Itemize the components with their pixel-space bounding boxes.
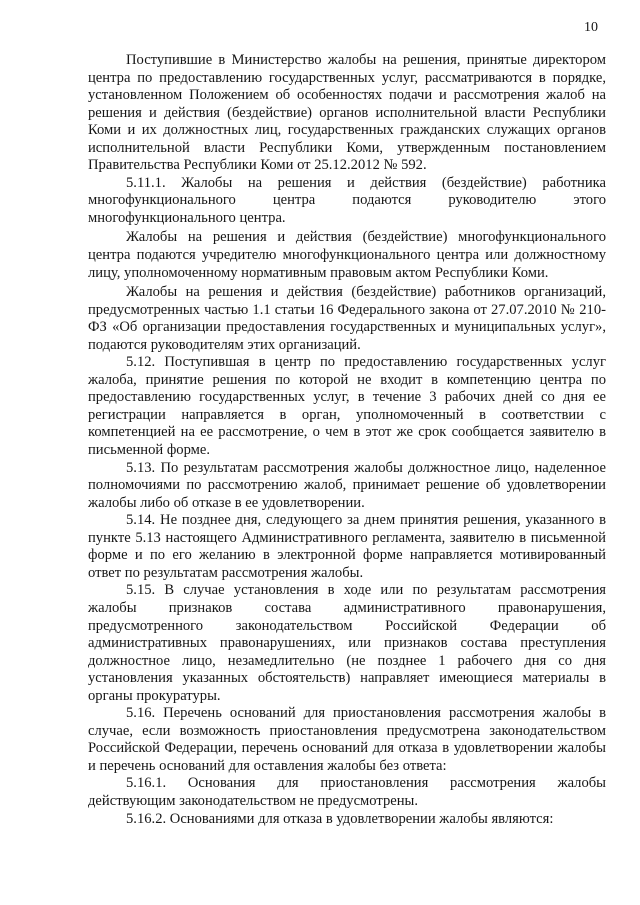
- paragraph-organizations-complaints: Жалобы на решения и действия (бездействие) работников организаций, предусмотренных частью 1.1 статьи 16 Федерального закона от 27.07.2010 № 210-ФЗ «Об организации предоставления государственных и муниципальных услуг», подаются руководителям этих организаций.: [88, 284, 606, 353]
- paragraph-mfc-complaints: Жалобы на решения и действия (бездействие) многофункционального центра подаются учредителю многофункционального центра или должностному лицу, уполномоченному нормативным правовым актом Республики Коми.: [88, 229, 606, 281]
- paragraph-complaints-ministry: Поступившие в Министерство жалобы на решения, принятые директором центра по предоставлению государственных услуг, рассматриваются в порядке, установленном Положением об особенностях подачи и рассмотрения жалоб на решения и действия (бездействие) органов исполнительной власти Республики Коми и их должностных лиц, государственных гражданских служащих органов исполнительной власти Республики Коми, утвержденным постановлением Правительства Республики Коми от 25.12.2012 № 592.: [88, 52, 606, 174]
- paragraph-5-16-2: 5.16.2. Основаниями для отказа в удовлетворении жалобы являются:: [126, 810, 554, 827]
- paragraph-5-16-1: 5.16.1. Основания для приостановления рассмотрения жалобы действующим законодательством не предусмотрены.: [88, 775, 606, 809]
- paragraph-5-13: 5.13. По результатам рассмотрения жалобы должностное лицо, наделенное полномочиями по рассмотрению жалоб, принимает решение об удовлетворении жалобы либо об отказе в ее удовлетворении.: [88, 459, 606, 511]
- paragraph-5-15: 5.15. В случае установления в ходе или по результатам рассмотрения жалобы признаков состава административного правонарушения, предусмотренного законодательством Российской Федерации об административных правонарушениях, или признаков состава преступления должностное лицо, незамедлительно (не позднее 1 рабочего дня со дня установления указанных обстоятельств) направляет имеющиеся материалы в органы прокуратуры.: [88, 582, 606, 704]
- paragraph-5-12: 5.12. Поступившая в центр по предоставлению государственных услуг жалоба, принятие решения по которой не входит в компетенцию центра по предоставлению государственных услуг, в течение 3 рабочих дней со дня ее регистрации направляется в орган, уполномоченный в соответствии с компетенцией на ее рассмотрение, о чем в этот же срок сообщается заявителю в письменной форме.: [88, 354, 606, 459]
- paragraph-5-11-1: 5.11.1. Жалобы на решения и действия (бездействие) работника многофункционального центра подаются руководителю этого многофункционального центра.: [88, 174, 606, 226]
- document-body: [88, 52, 606, 828]
- paragraph-5-16: 5.16. Перечень оснований для приостановления рассмотрения жалобы в случае, если возможность приостановления предусмотрена законодательством Российской Федерации, перечень оснований для отказа в удовлетворении жалобы и перечень оснований для оставления жалобы без ответа:: [88, 705, 606, 774]
- page-number: 10: [584, 20, 598, 35]
- paragraph-5-14: 5.14. Не позднее дня, следующего за днем принятия решения, указанного в пункте 5.13 настоящего Административного регламента, заявителю в письменной форме и по его желанию в электронной форме направляется мотивированный ответ по результатам рассмотрения жалобы.: [88, 512, 606, 581]
